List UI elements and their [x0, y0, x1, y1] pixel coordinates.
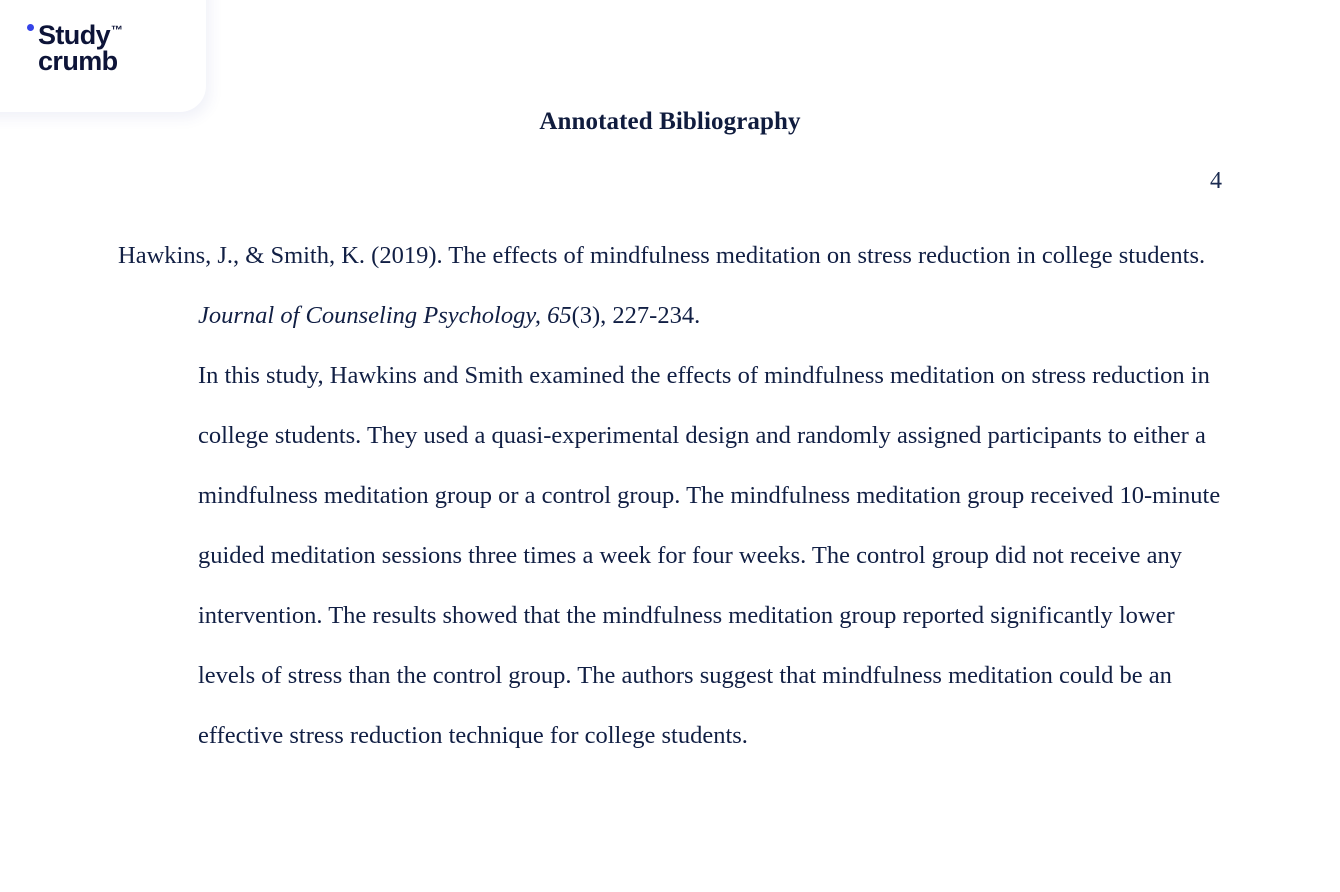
- reference-entry: [118, 226, 1228, 766]
- annotation-paragraph: In this study, Hawkins and Smith examined the effects of mindfulness meditation on stress reduction in college students. They used a quasi-experimental design and randomly assigned participants to either a mindfulness meditation group or a control group. The mindfulness meditation group received 10-minute guided meditation sessions three times a week for four weeks. The control group did not receive any intervention. The results showed that the mindfulness meditation group reported significantly lower levels of stress than the control group. The authors suggest that mindfulness meditation could be an effective stress reduction technique for college students.: [198, 362, 1221, 749]
- brand-name-line-1: [38, 22, 123, 48]
- page-number: 4: [1210, 168, 1222, 194]
- citation-text-part-1: Hawkins, J., & Smith, K. (2019). The effects of mindfulness meditation on stress reduction in college students.: [118, 242, 1206, 269]
- trademark-symbol: ™: [111, 23, 124, 37]
- citation-text-part-2: (3), 227-234.: [571, 302, 701, 329]
- brand-logo-card: [0, 0, 206, 112]
- reference-list: [118, 226, 1228, 766]
- citation-journal-title: Journal of Counseling Psychology, 65: [198, 302, 572, 329]
- studycrumb-logo: [38, 22, 123, 75]
- page-title: Annotated Bibliography: [539, 108, 801, 135]
- brand-word-study: Study: [38, 20, 111, 50]
- brand-word-crumb: crumb: [38, 46, 118, 77]
- citation-line: [118, 226, 1228, 346]
- brand-dot-icon: [27, 24, 34, 31]
